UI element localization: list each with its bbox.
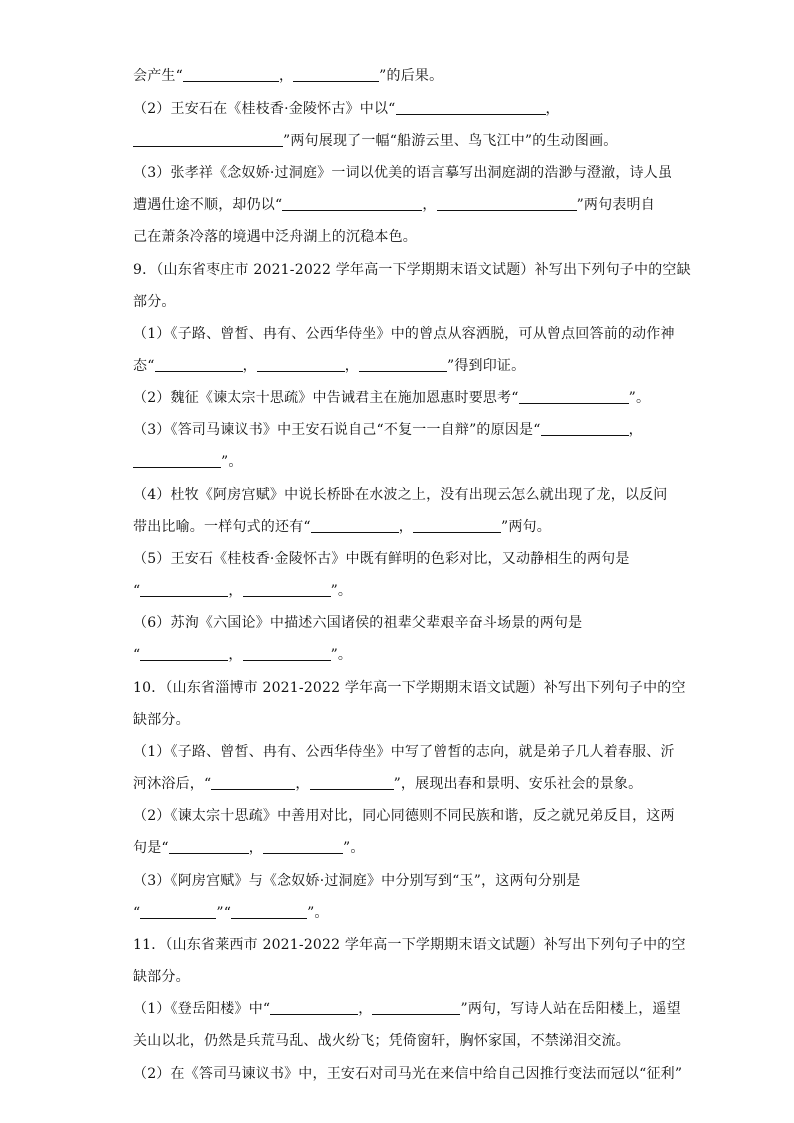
answer-blank bbox=[310, 775, 394, 790]
line-text: 遭遇仕途不顺，却仍以“ bbox=[133, 197, 283, 213]
text-line bbox=[133, 357, 525, 375]
answer-blank bbox=[257, 357, 345, 372]
answer-blank bbox=[437, 196, 577, 211]
text-line bbox=[133, 421, 643, 439]
line-text: ， bbox=[228, 583, 243, 599]
line-text: ”。 bbox=[330, 647, 353, 663]
text-line bbox=[133, 132, 617, 150]
line-text: 河沐浴后，“ bbox=[133, 776, 212, 792]
line-text: （3）《阿房宫赋》与《念奴娇·过洞庭》中分别写到“玉”，这两句分别是 bbox=[133, 873, 581, 889]
line-text: （2）《谏太宗十思疏》中善用对比，同心同德则不同民族和谐，反之就兄弟反目，这两 bbox=[133, 808, 675, 824]
text-line bbox=[133, 261, 691, 279]
line-text: ”两句。 bbox=[500, 519, 551, 535]
text-line bbox=[133, 711, 190, 729]
line-text: ”的后果。 bbox=[379, 68, 444, 84]
text-line bbox=[133, 775, 642, 793]
text-line bbox=[133, 679, 686, 697]
line-text: （2）王安石在《桂枝香·金陵怀古》中以“ bbox=[133, 101, 396, 117]
text-line bbox=[133, 67, 443, 85]
line-text: ， bbox=[358, 1001, 373, 1017]
text-line bbox=[133, 293, 176, 311]
line-text: ， bbox=[242, 358, 257, 374]
answer-blank bbox=[270, 1000, 358, 1015]
answer-blank bbox=[133, 453, 221, 468]
text-line bbox=[133, 228, 417, 246]
line-text: 带出比喻。一样句式的还有“ bbox=[133, 519, 311, 535]
line-text: ， bbox=[278, 68, 294, 84]
line-text: 9．（山东省枣庄市 2021-2022 学年高一下学期期末语文试题）补写出下列句子中的空缺 bbox=[133, 262, 691, 278]
line-text: 句是“ bbox=[133, 840, 169, 856]
answer-blank bbox=[293, 67, 379, 82]
line-text: ”两句表明自 bbox=[576, 197, 655, 213]
text-line bbox=[133, 486, 668, 504]
line-text: ”“ bbox=[216, 905, 232, 921]
text-line bbox=[133, 100, 560, 118]
answer-blank bbox=[183, 67, 279, 82]
text-line bbox=[133, 582, 352, 600]
answer-blank bbox=[263, 839, 343, 854]
line-text: （3）《答司马谏议书》中王安石说自己“不复一一自辩”的原因是“ bbox=[133, 422, 541, 438]
answer-blank bbox=[243, 646, 331, 661]
line-text: ， bbox=[344, 358, 359, 374]
line-text: （4）杜牧《阿房宫赋》中说长桥卧在水波之上，没有出现云怎么就出现了龙，以反问 bbox=[133, 487, 668, 503]
line-text: “ bbox=[133, 583, 141, 599]
answer-blank bbox=[231, 904, 307, 919]
text-line bbox=[133, 389, 650, 407]
line-text: ， bbox=[422, 197, 437, 213]
line-text: ”得到印证。 bbox=[446, 358, 526, 374]
answer-blank bbox=[169, 839, 249, 854]
text-line bbox=[133, 550, 630, 568]
line-text: （2）魏征《谏太宗十思疏》中告诫君主在施加恩惠时要思考“ bbox=[133, 390, 519, 406]
line-text: ”两句，写诗人站在岳阳楼上，遥望 bbox=[460, 1001, 681, 1017]
line-text: ”两句展现了一幅“船游云里、鸟飞江中”的生动图画。 bbox=[283, 133, 618, 149]
text-line bbox=[133, 936, 686, 954]
answer-blank bbox=[211, 775, 295, 790]
answer-blank bbox=[311, 518, 399, 533]
answer-blank bbox=[372, 1000, 460, 1015]
line-text: 11．（山东省莱西市 2021-2022 学年高一下学期期末语文试题）补写出下列句子中的空 bbox=[133, 937, 686, 953]
text-line bbox=[133, 807, 675, 825]
text-line bbox=[133, 1000, 681, 1018]
line-text: （6）苏洵《六国论》中描述六国诸侯的祖辈父辈艰辛奋斗场景的两句是 bbox=[133, 615, 583, 631]
line-text: ， bbox=[228, 647, 243, 663]
line-text: ”。 bbox=[628, 390, 651, 406]
line-text: （2）在《答司马谏议书》中，王安石对司马光在来信中给自己因推行变法而冠以“征利” bbox=[133, 1066, 683, 1082]
text-line bbox=[133, 904, 329, 922]
text-line bbox=[133, 325, 675, 343]
line-text: ， bbox=[398, 519, 413, 535]
answer-blank bbox=[140, 904, 216, 919]
text-line bbox=[133, 1032, 630, 1050]
answer-blank bbox=[396, 100, 546, 115]
text-line bbox=[133, 1065, 682, 1083]
text-line bbox=[133, 453, 243, 471]
line-text: ”。 bbox=[330, 583, 353, 599]
line-text: （1）《子路、曾皙、冉有、公西华侍坐》中的曾点从容洒脱，可从曾点回答前的动作神 bbox=[133, 326, 675, 342]
text-line bbox=[133, 743, 675, 761]
line-text: 会产生“ bbox=[133, 68, 183, 84]
line-text: ”。 bbox=[342, 840, 365, 856]
answer-blank bbox=[519, 389, 629, 404]
line-text: （1）《登岳阳楼》中“ bbox=[133, 1001, 271, 1017]
line-text: 部分。 bbox=[133, 294, 176, 310]
text-line bbox=[133, 518, 551, 536]
line-text: 缺部分。 bbox=[133, 969, 190, 985]
answer-blank bbox=[282, 196, 422, 211]
line-text: （1）《子路、曾皙、冉有、公西华侍坐》中写了曾皙的志向，就是弟子几人着春服、沂 bbox=[133, 744, 675, 760]
text-line bbox=[133, 968, 190, 986]
line-text: 关山以北，仍然是兵荒马乱、战火纷飞；凭倚窗轩，胸怀家国，不禁涕泪交流。 bbox=[133, 1033, 630, 1049]
answer-blank bbox=[413, 518, 501, 533]
text-line bbox=[133, 164, 672, 182]
line-text: “ bbox=[133, 647, 141, 663]
line-text: （3）张孝祥《念奴娇·过洞庭》一词以优美的语言摹写出洞庭湖的浩渺与澄澈，诗人虽 bbox=[133, 165, 673, 181]
line-text: ”，展现出春和景明、安乐社会的景象。 bbox=[393, 776, 643, 792]
line-text: “ bbox=[133, 905, 141, 921]
line-text: ， bbox=[248, 840, 263, 856]
answer-blank bbox=[541, 421, 629, 436]
answer-blank bbox=[155, 357, 243, 372]
text-line bbox=[133, 839, 365, 857]
answer-blank bbox=[140, 646, 228, 661]
text-line bbox=[133, 646, 352, 664]
answer-blank bbox=[243, 582, 331, 597]
line-text: 态“ bbox=[133, 358, 155, 374]
line-text: ， bbox=[545, 101, 560, 117]
line-text: ”。 bbox=[221, 454, 243, 470]
text-line bbox=[133, 196, 655, 214]
line-text: 己在萧条冷落的境遇中泛舟湖上的沉稳本色。 bbox=[133, 229, 417, 245]
text-line bbox=[133, 614, 582, 632]
answer-blank bbox=[133, 132, 283, 147]
line-text: ， bbox=[295, 776, 310, 792]
line-text: ， bbox=[628, 422, 643, 438]
line-text: （5）王安石《桂枝香·金陵怀古》中既有鲜明的色彩对比，又动静相生的两句是 bbox=[133, 551, 630, 567]
line-text: 缺部分。 bbox=[133, 712, 190, 728]
answer-blank bbox=[359, 357, 447, 372]
line-text: 10．（山东省淄博市 2021-2022 学年高一下学期期末语文试题）补写出下列句子中的空 bbox=[133, 680, 686, 696]
line-text: ”。 bbox=[307, 905, 329, 921]
answer-blank bbox=[140, 582, 228, 597]
text-line bbox=[133, 872, 580, 890]
